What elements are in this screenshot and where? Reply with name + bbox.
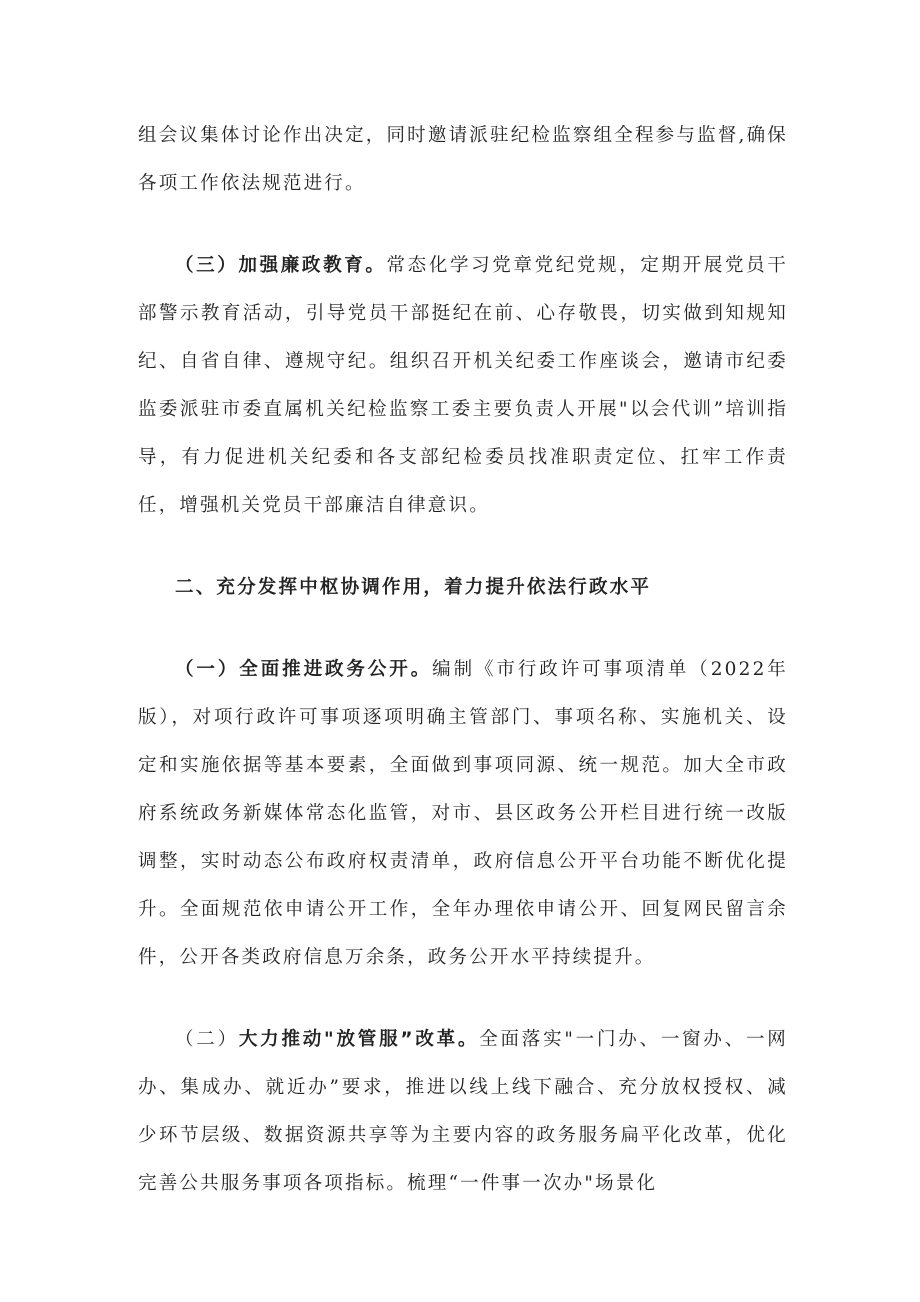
paragraph-text: 常态化学习党章党纪党规，定期开展党员干部警示教育活动，引导党员干部挺纪在前、心存敬畏，切实做到知规知纪、自省自律、遵规守纪。组织召开机关纪委工作座谈会，邀请市纪委监委派驻市委直属机关纪检监察工委主要负责人开展"以会代训”培训指导，有力促进机关纪委和各支部纪检委员找准职责定位、扛牢工作责任，增强机关党员干部廉洁自律意识。 [138,255,788,516]
paragraph-continuation [138,112,788,208]
section-heading: 二、充分发挥中枢协调作用，着力提升依法行政水平 [175,577,652,598]
paragraph-integrity-education [138,242,788,530]
paragraph-government-affairs [138,646,788,982]
paragraph-service-reform [138,1016,788,1208]
paragraph-text: 全面落实"一门办、一窗办、一网办、集成办、就近办”要求，推进以线上线下融合、充分放权授权、减少环节层级、数据资源共享等为主要内容的政务服务扁平化改革，优化完善公共服务事项各项指标。梳理“一件事一次办"场景化 [138,1029,789,1194]
paragraph-lead: （三）加强廉政教育。 [175,255,387,276]
paragraph-lead-prefix: （二） [175,1029,239,1050]
paragraph-lead: 大力推动"放管服”改革。 [238,1029,480,1050]
paragraph-text: 编制《市行政许可事项清单（2022年版），对项行政许可事项逐项明确主管部门、事项名称、实施机关、设定和实施依据等基本要素，全面做到事项同源、统一规范。加大全市政府系统政务新媒体常态化监管，对市、县区政务公开栏目进行统一改版调整，实时动态公布政府权责清单，政府信息公开平台功能不断优化提升。全面规范依申请公开工作，全年办理依申请公开、回复网民留言余件，公开各类政府信息万余条，政务公开水平持续提升。 [138,659,789,968]
paragraph-gap [138,982,788,1016]
paragraph-gap [138,612,788,646]
paragraph-gap [138,208,788,242]
paragraph-lead: （一）全面推进政务公开。 [175,659,433,680]
paragraph-text: 组会议集体讨论作出决定，同时邀请派驻纪检监察组全程参与监督,确保各项工作依法规范进行。 [138,125,788,194]
paragraph-gap [138,530,788,564]
document-page [138,112,788,1208]
